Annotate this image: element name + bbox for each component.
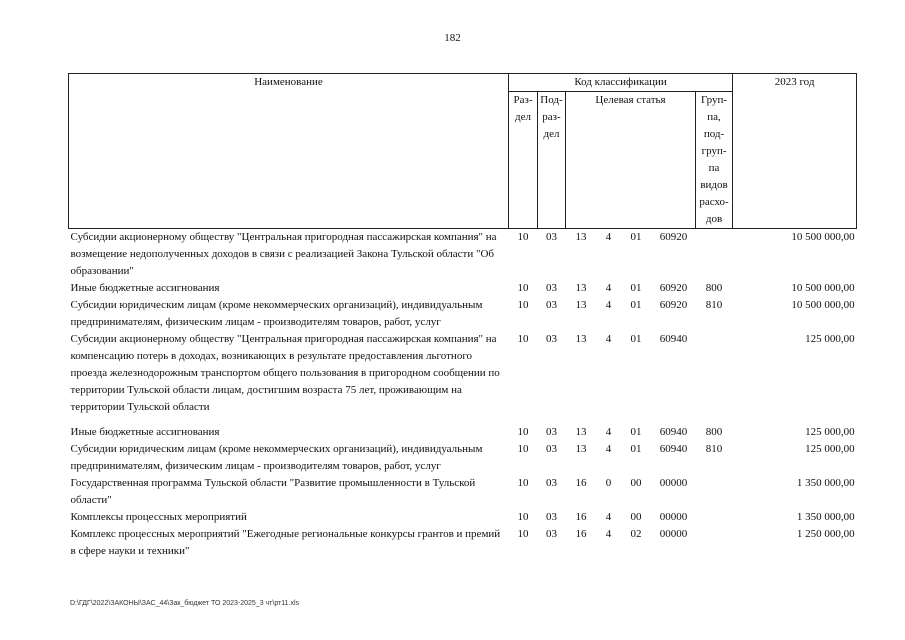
row-ts3: 02 [630,528,642,540]
row-razdel: 10 [517,333,529,345]
header-subsection: Под- раз- дел [538,92,566,229]
row-ts1: 16 [575,528,587,540]
row-amount: 1 250 000,00 [796,528,855,540]
row-amount: 10 500 000,00 [791,282,855,294]
row-vr [696,331,733,416]
row-spacer [69,416,857,424]
row-ts2: 4 [605,231,612,243]
row-ts3: 01 [630,333,642,345]
row-ts1: 13 [575,426,587,438]
row-razdel: 10 [517,477,529,489]
file-path-footer: D:\ГДГ\2022\ЗАКОНЫ\ЗАС_44\Зак_бюджет ТО 2023-2025_3 чт\рт11.xls [70,600,300,607]
row-ts3: 01 [630,426,642,438]
table-row [69,509,857,526]
table-body [69,229,857,561]
table-row [69,526,857,560]
row-ts4: 60940 [659,333,688,345]
row-amount: 125 000,00 [805,443,855,455]
row-ts4: 60940 [659,443,688,455]
row-amount: 125 000,00 [805,426,855,438]
table-row [69,331,857,416]
row-ts2: 4 [605,426,612,438]
row-razdel: 10 [517,443,529,455]
table-row [69,441,857,475]
row-ts3: 00 [630,477,642,489]
row-ts1: 13 [575,282,587,294]
row-podrazdel: 03 [546,528,557,540]
table-row [69,297,857,331]
header-expense-group: Груп- па, под- груп- па видов расхо- дов [696,92,733,229]
row-podrazdel: 03 [546,426,557,438]
row-amount: 1 350 000,00 [796,477,855,489]
row-ts2: 4 [605,528,612,540]
row-ts1: 13 [575,299,587,311]
row-ts2: 4 [605,282,612,294]
row-amount: 1 350 000,00 [796,511,855,523]
row-vr: 800 [705,426,723,438]
row-ts4: 60920 [659,282,688,294]
row-podrazdel: 03 [546,333,557,345]
row-ts4: 60920 [659,299,688,311]
table-row [69,229,857,281]
row-ts4: 00000 [659,511,688,523]
row-vr: 810 [705,443,723,455]
row-podrazdel: 03 [546,299,557,311]
row-name: Субсидии юридическим лицам (кроме некоммерческих организаций), индивидуальным предпринимателям, физическим лицам - производителям товаров, работ, услуг [70,443,483,472]
row-vr: 810 [705,299,723,311]
row-razdel: 10 [517,528,529,540]
row-name: Комплекс процессных мероприятий "Ежегодные региональные конкурсы грантов и премий в сфере науки и техники" [70,528,501,557]
header-target-article: Целевая статья [566,92,696,229]
row-ts1: 13 [575,443,587,455]
row-amount: 10 500 000,00 [791,299,855,311]
row-razdel: 10 [517,299,529,311]
row-name: Субсидии юридическим лицам (кроме некоммерческих организаций), индивидуальным предпринимателям, физическим лицам - производителям товаров, работ, услуг [70,299,483,328]
row-ts2: 0 [605,477,612,489]
row-ts4: 00000 [659,477,688,489]
row-podrazdel: 03 [546,282,557,294]
row-amount: 10 500 000,00 [791,231,855,243]
row-ts4: 00000 [659,528,688,540]
row-name: Иные бюджетные ассигнования [70,282,220,294]
row-podrazdel: 03 [546,477,557,489]
row-vr [696,475,733,509]
row-podrazdel: 03 [546,231,557,243]
row-ts3: 01 [630,443,642,455]
row-ts3: 01 [630,231,642,243]
row-ts2: 4 [605,511,612,523]
budget-table [68,73,857,560]
row-vr [696,526,733,560]
row-podrazdel: 03 [546,443,557,455]
row-ts1: 16 [575,477,587,489]
row-razdel: 10 [517,231,529,243]
row-ts1: 16 [575,511,587,523]
row-name: Государственная программа Тульской области "Развитие промышленности в Тульской области" [70,477,476,506]
row-amount: 125 000,00 [805,333,855,345]
row-vr [696,229,733,281]
row-vr [696,509,733,526]
row-vr: 800 [705,282,723,294]
header-section: Раз- дел [509,92,538,229]
header-name: Наименование [69,74,509,229]
row-razdel: 10 [517,511,529,523]
row-ts2: 4 [605,299,612,311]
table-row [69,475,857,509]
table-header-row [69,74,857,92]
row-ts4: 60940 [659,426,688,438]
row-ts2: 4 [605,333,612,345]
row-podrazdel: 03 [546,511,557,523]
row-razdel: 10 [517,426,529,438]
header-year: 2023 год [733,74,857,229]
row-spacer-cell [69,416,857,424]
row-name: Субсидии акционерному обществу "Центральная пригородная пассажирская компания" на компенсацию потерь в доходах, возникающих в результате предоставления льготного проезда железнодорожным транспортом общего пользования в пригородном сообщении по территории Тульской области лицам, достигшим возраста 75 лет, проживающим на территории Тульской области [70,333,500,413]
table-row [69,424,857,441]
row-name: Комплексы процессных мероприятий [70,511,247,523]
row-ts2: 4 [605,443,612,455]
row-name: Субсидии акционерному обществу "Центральная пригородная пассажирская компания" на возмещение недополученных доходов в связи с реализацией Закона Тульской области "Об образовании" [70,231,497,277]
row-name: Иные бюджетные ассигнования [70,426,220,438]
row-razdel: 10 [517,282,529,294]
page-number: 182 [444,32,461,44]
table-row [69,280,857,297]
row-ts1: 13 [575,231,587,243]
row-ts3: 00 [630,511,642,523]
row-ts4: 60920 [659,231,688,243]
row-ts1: 13 [575,333,587,345]
header-code-group: Код классификации [509,74,733,92]
row-ts3: 01 [630,299,642,311]
row-ts3: 01 [630,282,642,294]
